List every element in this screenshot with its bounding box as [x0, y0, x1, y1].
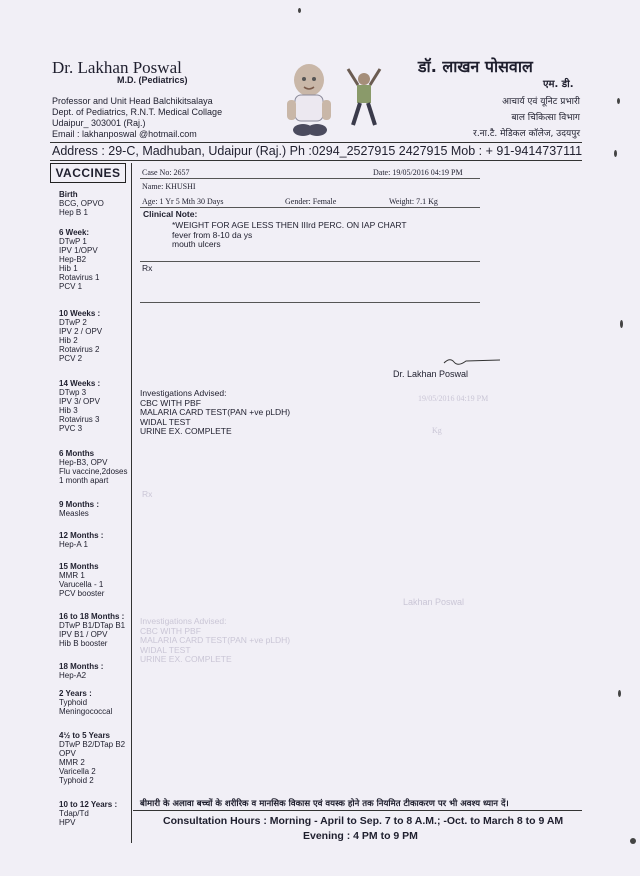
schedule-group [59, 662, 139, 680]
schedule-item: Meningococcal [59, 707, 113, 716]
doctor-degree-hindi: एम. डी. [543, 79, 574, 90]
affiliation-line: Udaipur_ 303001 (Raj.) [52, 118, 146, 128]
schedule-group [59, 800, 139, 827]
schedule-group [59, 379, 139, 433]
scan-speck [620, 320, 623, 328]
schedule-title: 12 Months : [59, 531, 104, 540]
schedule-title: 2 Years : [59, 689, 92, 698]
schedule-item: Rotavirus 1 [59, 273, 100, 282]
clinical-note-line: *WEIGHT FOR AGE LESS THEN IIIrd PERC. ON IAP CHART [172, 220, 407, 230]
clinical-note-line: mouth ulcers [172, 239, 221, 249]
schedule-item: IPV 1/OPV [59, 246, 98, 255]
schedule-item: Typhoid [59, 698, 88, 707]
investigation-item: MALARIA CARD TEST(PAN +ve pLDH) [140, 407, 291, 417]
affiliation-hindi-line: आचार्य एवं यूनिट प्रभारी [502, 97, 580, 107]
schedule-title: 18 Months : [59, 662, 104, 671]
schedule-group [59, 190, 139, 217]
schedule-item: DTwp 3 [59, 388, 87, 397]
signature-name: Dr. Lakhan Poswal [393, 369, 469, 379]
ghost-investigations [140, 617, 290, 665]
patient-name: Name: KHUSHI [142, 182, 196, 191]
schedule-item: Hib 3 [59, 406, 78, 415]
schedule-item: Rotavirus 2 [59, 345, 100, 354]
scan-speck [630, 838, 636, 844]
schedule-item: BCG, OPVO [59, 199, 104, 208]
patient-age: Age: 1 Yr 5 Mth 30 Days [142, 197, 224, 206]
schedule-item: IPV 3/ OPV [59, 397, 100, 406]
clinical-note-title: Clinical Note: [143, 209, 198, 219]
affiliation-hindi-line: र.ना.टै. मेडिकल कॉलेज, उदयपुर [473, 129, 580, 139]
clinical-note-body [172, 221, 407, 250]
investigations-block [140, 389, 290, 437]
schedule-title: 6 Week: [59, 228, 90, 237]
ghost-line: MALARIA CARD TEST(PAN +ve pLDH) [140, 635, 291, 645]
schedule-item: Tdap/Td [59, 809, 89, 818]
schedule-group [59, 612, 139, 648]
schedule-item: Varucella - 1 [59, 580, 104, 589]
doctor-affiliation [52, 96, 222, 140]
case-date: Date: 19/05/2016 04:19 PM [373, 168, 463, 177]
schedule-item: Typhoid 2 [59, 776, 94, 785]
doctor-name: Dr. Lakhan Poswal [52, 58, 182, 77]
schedule-item: OPV [59, 749, 76, 758]
schedule-title: 10 to 12 Years : [59, 800, 118, 809]
schedule-title: 4½ to 5 Years [59, 731, 110, 740]
footer-hindi-note: बीमारी के अलावा बच्चों के शरीरिक व मानसिक विकास एवं वयस्क होने तक नियमित टीकाकरण पर भी अवश्य ध्यान दें। [140, 799, 509, 809]
schedule-group [59, 228, 139, 291]
schedule-item: Hib B booster [59, 639, 108, 648]
signature-scribble [442, 357, 502, 365]
affiliation-hindi-line: बाल चिकित्सा विभाग [511, 113, 580, 123]
schedule-item: Measles [59, 509, 89, 518]
scan-speck [298, 8, 301, 13]
patient-gender: Gender: Female [285, 197, 337, 206]
schedule-item: DTwP 1 [59, 237, 87, 246]
consultation-hours: Consultation Hours : Morning - April to Sep. 7 to 8 A.M.; -Oct. to March 8 to 9 AM [163, 815, 564, 827]
ghost-line: CBC WITH PBF [140, 625, 201, 636]
schedule-item: PCV booster [59, 589, 105, 598]
schedule-item: Hib 1 [59, 264, 78, 273]
scan-speck [614, 150, 617, 157]
jumping-child-illustration [343, 65, 385, 133]
affiliation-line: Professor and Unit Head Balchikitsalaya [52, 96, 213, 106]
schedule-item: Hep B 1 [59, 208, 88, 217]
ghost-date: 19/05/2016 04:19 PM [418, 394, 489, 403]
schedule-item: Hep-B2 [59, 255, 87, 264]
doctor-degree: M.D. (Pediatrics) [117, 75, 188, 85]
case-number: Case No: 2657 [142, 168, 190, 177]
schedule-group [59, 449, 139, 485]
schedule-group [59, 689, 139, 716]
schedule-item: DTwP B1/DTap B1 [59, 621, 126, 630]
schedule-item: 1 month apart [59, 476, 109, 485]
schedule-item: IPV B1 / OPV [59, 630, 108, 639]
schedule-item: HPV [59, 818, 76, 827]
address-bottom-rule [50, 160, 582, 161]
schedule-item: PVC 3 [59, 424, 83, 433]
schedule-title: Birth [59, 190, 78, 199]
doctor-name-hindi: डॉ. लाखन पोसवाल [418, 57, 533, 76]
schedule-group [59, 309, 139, 363]
schedule-group [59, 562, 139, 598]
patient-rule [140, 207, 480, 208]
schedule-title: 16 to 18 Months : [59, 612, 125, 621]
schedule-item: Hep-A2 [59, 671, 87, 680]
investigation-item: WIDAL TEST [140, 416, 191, 427]
schedule-item: Varicella 2 [59, 767, 96, 776]
schedule-item: Hep-A 1 [59, 540, 88, 549]
ghost-line: URINE EX. COMPLETE [140, 654, 232, 664]
address-top-rule [50, 142, 582, 143]
ghost-line: WIDAL TEST [140, 644, 191, 655]
ghost-kg: Kg [432, 426, 442, 435]
address-line: Address : 29-C, Madhuban, Udaipur (Raj.) Ph :0294_2527915 2427915 Mob : + 91-9414737111 [52, 144, 583, 158]
ghost-signature: Lakhan Poswal [403, 597, 465, 607]
schedule-item: DTwP B2/DTap B2 [59, 740, 126, 749]
schedule-item: Hib 2 [59, 336, 78, 345]
ghost-line: Investigations Advised: [140, 616, 227, 626]
schedule-item: Rotavirus 3 [59, 415, 100, 424]
schedule-item: DTwP 2 [59, 318, 87, 327]
investigations-title: Investigations Advised: [140, 388, 227, 398]
note-rule [140, 261, 480, 262]
affiliation-email: Email : lakhanposwal @hotmail.com [52, 129, 197, 139]
doctor-affiliation-hindi [440, 94, 580, 142]
footer-rule [133, 810, 582, 811]
schedule-title: 6 Months [59, 449, 95, 458]
schedule-item: Hep-B3, OPV [59, 458, 108, 467]
schedule-item: IPV 2 / OPV [59, 327, 103, 336]
case-rule [140, 178, 480, 179]
schedule-item: MMR 1 [59, 571, 85, 580]
schedule-item: PCV 2 [59, 354, 83, 363]
clinical-note-line: fever from 8-10 da ys [172, 229, 253, 240]
baby-illustration [283, 60, 335, 140]
schedule-item: PCV 1 [59, 282, 83, 291]
evening-hours: Evening : 4 PM to 9 PM [303, 830, 418, 842]
schedule-title: 9 Months : [59, 500, 99, 509]
schedule-group [59, 500, 139, 518]
vaccines-title: VACCINES [50, 163, 126, 183]
investigation-item: URINE EX. COMPLETE [140, 426, 232, 436]
affiliation-line: Dept. of Pediatrics, R.N.T. Medical Collage [52, 107, 223, 117]
patient-weight: Weight: 7.1 Kg [389, 197, 438, 206]
schedule-title: 15 Months [59, 562, 99, 571]
ghost-rx: Rx [142, 489, 153, 499]
rx-rule [140, 302, 480, 303]
schedule-item: MMR 2 [59, 758, 85, 767]
schedule-group [59, 531, 139, 549]
investigation-item: CBC WITH PBF [140, 397, 201, 408]
scan-speck [618, 690, 621, 697]
schedule-title: 14 Weeks : [59, 379, 101, 388]
scan-speck [617, 98, 620, 104]
schedule-group [59, 731, 139, 785]
schedule-title: 10 Weeks : [59, 309, 101, 318]
schedule-item: Flu vaccine,2doses [59, 467, 128, 476]
rx-label: Rx [142, 263, 153, 273]
